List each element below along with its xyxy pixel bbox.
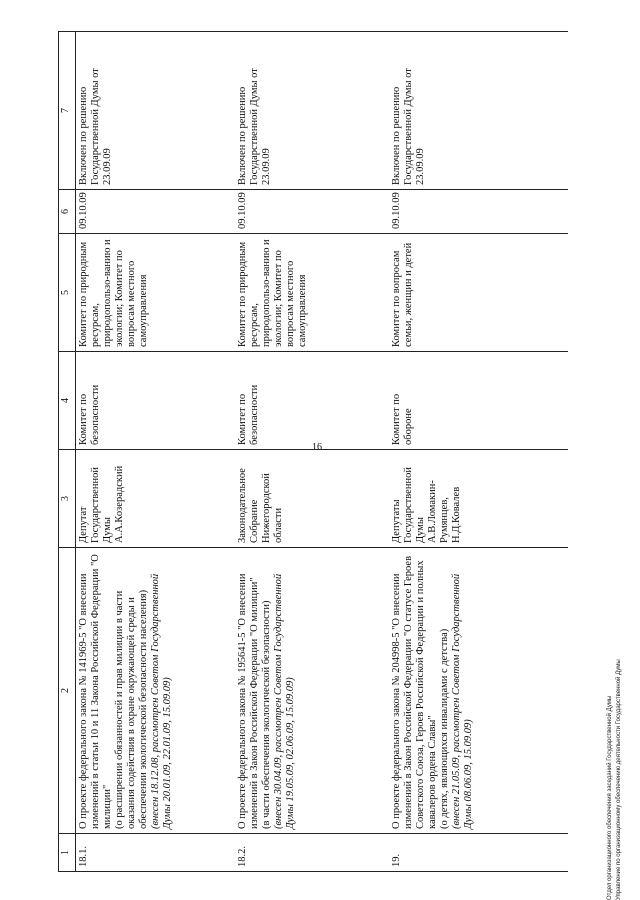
status: Включен по решению Государственной Думы от 23.09.09: [76, 32, 236, 190]
bill-subject: (в части обеспечения экологической безопасности): [261, 600, 273, 829]
co-committees: Комитет по природным ресурсам, природопользо-ванию и экологии; Комитет по вопросам местного самоуправления: [76, 234, 236, 352]
bill-history: (внесен 21.05.09, рассмотрен Советом Государственной Думы 08.06.09, 15.09.09): [451, 573, 475, 829]
bill-subject: (о детях, являющихся инвалидами с детства): [439, 628, 451, 829]
bill-description: [76, 548, 236, 834]
bill-title: О проекте федерального закона № 195641-5 "О внесении изменений в Закон Российской Федерации "О милиции": [237, 573, 261, 829]
table-row: [235, 32, 389, 872]
item-number: 19.: [389, 834, 568, 872]
bill-history: (внесен 30.04.09, рассмотрен Советом Государственной Думы 19.05.09, 02.06.09, 15.09.09): [273, 573, 297, 829]
bill-table: [58, 31, 568, 872]
status: Включен по решению Государственной Думы от 23.09.09: [389, 32, 568, 190]
co-committees: Комитет по вопросам семьи, женщин и детей: [389, 234, 568, 352]
responsible-committee: Комитет по безопасности: [235, 352, 389, 450]
responsible-committee: Комитет по безопасности: [76, 352, 236, 450]
co-committees: Комитет по природным ресурсам, природопользо-ванию и экологии; Комитет по вопросам местного самоуправления: [235, 234, 389, 352]
bill-description: [235, 548, 389, 834]
column-header: 6: [59, 190, 76, 234]
column-header: 4: [59, 352, 76, 450]
item-number: 18.1.: [76, 834, 236, 872]
column-header: 3: [59, 450, 76, 548]
date: 09.10.09: [389, 190, 568, 234]
bill-subject: (о расширении обязанностей и прав милиции в части оказания содействия в охране окружающей среды и обеспечении экологической безопасности населения): [114, 589, 150, 829]
status: Включен по решению Государственной Думы от 23.09.09: [235, 32, 389, 190]
rotated-table-wrapper: [58, 32, 603, 872]
footer-directorate: Управление по организационному обеспечению деятельности Государственной Думы: [616, 659, 622, 900]
column-header: 1: [59, 834, 76, 872]
column-header: 2: [59, 548, 76, 834]
item-number: 18.2.: [235, 834, 389, 872]
table-row: [389, 32, 568, 872]
column-number-row: [59, 32, 76, 872]
bill-history: (внесен 18.12.08, рассмотрен Советом Государственной Думы 20.01.09, 22.01.09, 15.09.09): [150, 573, 174, 829]
responsible-committee: Комитет по обороне: [389, 352, 568, 450]
bill-title: О проекте федерального закона № 204998-5 "О внесении изменений в Закон Российской Федерации "О статусе Героев Советского Союза, Героев Российской Федерации и полных кавалеров ордена Славы": [391, 555, 439, 829]
table-row: [76, 32, 236, 872]
date: 09.10.09: [235, 190, 389, 234]
column-header: 5: [59, 234, 76, 352]
page-footer: [606, 540, 624, 900]
bill-author: Депутаты Государственной Думы А.В.Ломакин-Румянцев, Н.Д.Ковалев: [389, 450, 568, 548]
bill-description: [389, 548, 568, 834]
column-header: 7: [59, 32, 76, 190]
date: 09.10.09: [76, 190, 236, 234]
page-number: 16: [312, 442, 322, 453]
bill-title: О проекте федерального закона № 141969-5 "О внесении изменений в статьи 10 и 11 Закона Российской Федерации "О милиции": [78, 554, 114, 829]
bill-author: Законодательное Собрание Нижегородской области: [235, 450, 389, 548]
footer-department: Отдел организационного обеспечения заседаний Государственной Думы: [607, 695, 613, 900]
bill-author: Депутат Государственной Думы А.А.Козерадский: [76, 450, 236, 548]
